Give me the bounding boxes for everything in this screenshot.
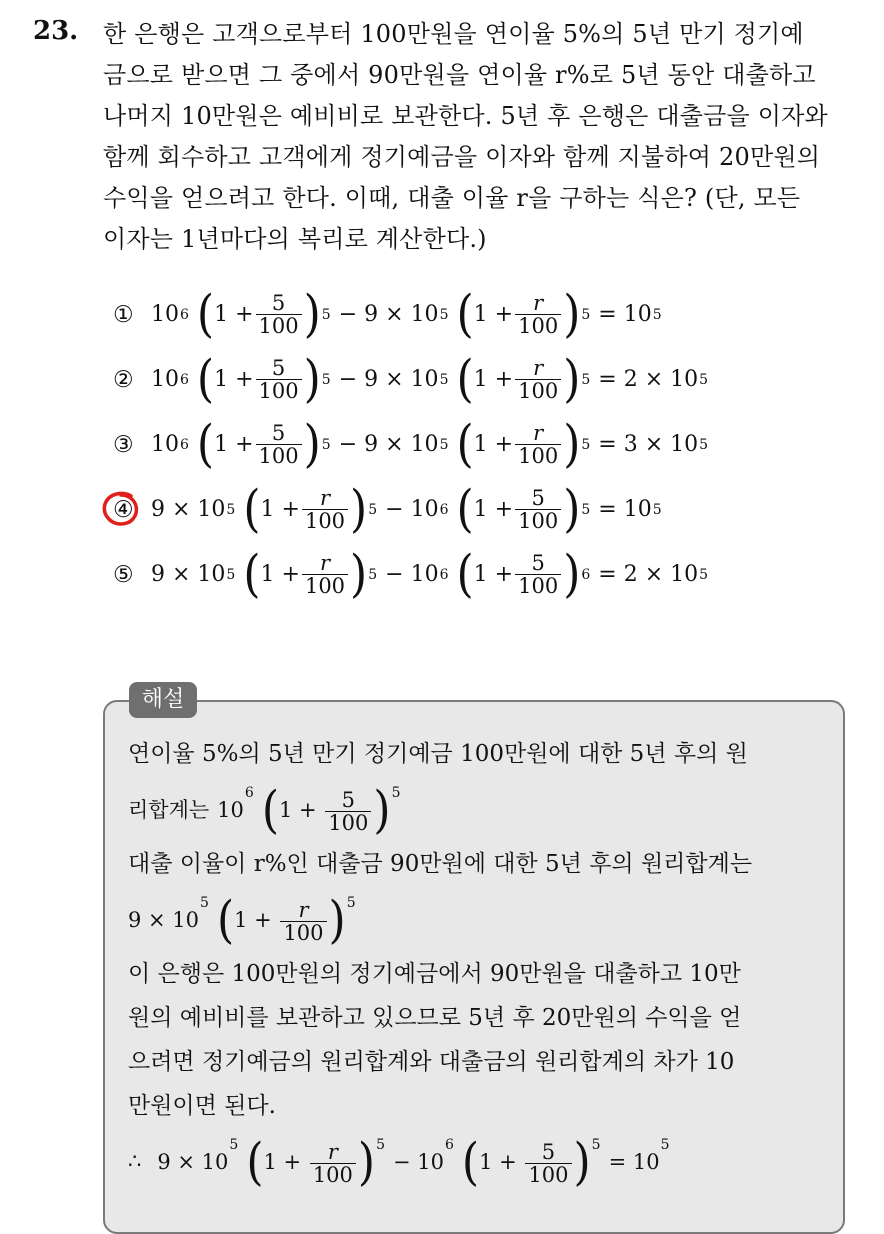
math-term: 10 — [217, 797, 244, 822]
left-paren: ( — [456, 479, 474, 539]
fraction — [280, 899, 326, 944]
explanation-line: 연이율 5%의 5년 만기 정기예금 100만원에 대한 5년 후의 원 — [128, 741, 748, 767]
exponent: 5 — [660, 1136, 670, 1153]
fraction-denominator: 100 — [515, 379, 561, 402]
exponent: 6 — [180, 436, 189, 453]
math-expr-1 — [217, 781, 401, 840]
math-term: 1 + — [473, 302, 514, 327]
math-term: 1 + — [214, 302, 254, 327]
question-line: 나머지 10만원은 예비비로 보관한다. 5년 후 은행은 대출금을 이자와 — [103, 102, 828, 130]
right-paren: ) — [303, 349, 321, 409]
exponent: 6 — [439, 501, 449, 518]
math-term: = 10 — [598, 497, 652, 522]
question-line: 함께 회수하고 고객에게 정기예금을 이자와 함께 지불하여 20만원의 — [103, 143, 821, 171]
math-term: 1 + — [473, 367, 514, 392]
math-term: 1 + — [479, 1149, 524, 1174]
explanation-line: 원의 예비비를 보관하고 있으므로 5년 후 20만원의 수익을 얻 — [128, 1005, 742, 1031]
exponent: 6 — [180, 306, 189, 323]
right-paren: ) — [328, 891, 346, 950]
exponent: 6 — [581, 566, 591, 583]
fraction-denominator: 100 — [515, 314, 561, 337]
fraction — [310, 1141, 356, 1186]
left-paren: ( — [243, 479, 261, 539]
left-paren: ( — [246, 1133, 264, 1192]
exponent: 5 — [439, 436, 449, 453]
fraction — [515, 487, 561, 532]
exponent: 5 — [581, 501, 591, 518]
math-term: 1 + — [278, 797, 324, 822]
exponent: 5 — [652, 306, 662, 323]
exponent: 6 — [439, 566, 449, 583]
left-paren: ( — [456, 284, 474, 344]
right-paren: ) — [563, 414, 581, 474]
exponent: 5 — [226, 501, 236, 518]
fraction-numerator: 5 — [541, 1139, 556, 1164]
math-term: 1 + — [260, 497, 300, 522]
fraction-numerator: 5 — [271, 356, 286, 380]
exponent: 6 — [445, 1136, 454, 1153]
fraction-numerator: 5 — [271, 291, 286, 315]
math-term: − 9 × 10 — [338, 432, 439, 457]
math-term: 10 — [151, 432, 179, 457]
right-paren: ) — [563, 479, 581, 539]
fraction-numerator: 5 — [341, 787, 356, 812]
math-term: − 10 — [385, 562, 439, 587]
therefore-symbol: ∴ — [128, 1149, 142, 1173]
question-line: 수익을 얻으려고 한다. 이때, 대출 이율 r을 구하는 식은? (단, 모든 — [103, 184, 801, 212]
math-term: 1 + — [234, 907, 279, 932]
explanation-line: 리합계는 — [128, 798, 210, 822]
math-term: 1 + — [473, 432, 514, 457]
exponent: 5 — [581, 306, 591, 323]
fraction — [325, 789, 371, 834]
explanation-line: 대출 이율이 r%인 대출금 90만원에 대한 5년 후의 원리합계는 — [128, 851, 753, 877]
question-text — [103, 14, 863, 260]
math-term: = 3 × 10 — [598, 432, 699, 457]
answer-choice[interactable] — [113, 477, 813, 542]
exponent: 5 — [346, 894, 356, 911]
right-paren: ) — [563, 349, 581, 409]
fraction-denominator: 100 — [310, 1163, 356, 1186]
fraction — [525, 1141, 571, 1186]
fraction — [515, 422, 561, 467]
math-expr-2 — [128, 891, 356, 950]
math-term: = 10 — [598, 302, 652, 327]
choice-number: ① — [113, 301, 134, 328]
exponent: 5 — [581, 371, 591, 388]
left-paren: ( — [261, 781, 279, 840]
fraction — [256, 422, 302, 467]
exponent: 5 — [321, 306, 331, 323]
math-term: 9 × 10 — [151, 562, 226, 587]
left-paren: ( — [196, 284, 215, 344]
explanation-math-row — [128, 776, 828, 842]
exponent: 5 — [226, 566, 236, 583]
math-term: 1 + — [260, 562, 300, 587]
math-term: = 10 — [608, 1149, 660, 1174]
fraction-numerator: 5 — [271, 421, 286, 445]
choice-number: ⑤ — [113, 561, 134, 588]
fraction-numerator: r — [533, 356, 544, 380]
question-line: 한 은행은 고객으로부터 100만원을 연이율 5%의 5년 만기 정기예 — [103, 20, 804, 48]
math-term: 10 — [151, 302, 179, 327]
fraction-numerator: r — [327, 1139, 338, 1164]
exponent: 5 — [699, 566, 709, 583]
fraction-denominator: 100 — [515, 444, 561, 467]
fraction — [256, 357, 302, 402]
fraction-denominator: 100 — [256, 379, 302, 402]
math-term: 9 × 10 — [157, 1149, 229, 1174]
left-paren: ( — [461, 1133, 480, 1192]
fraction-numerator: r — [533, 291, 544, 315]
explanation-line: 만원이면 된다. — [128, 1093, 276, 1119]
math-term: 1 + — [214, 432, 254, 457]
final-equation — [157, 1133, 670, 1192]
left-paren: ( — [456, 414, 474, 474]
exponent: 5 — [391, 784, 401, 801]
choice-number: ③ — [113, 431, 134, 458]
fraction-numerator: r — [319, 486, 331, 510]
explanation-tag: 해설 — [129, 682, 197, 718]
exponent: 5 — [321, 436, 331, 453]
answer-mark-circle — [101, 490, 141, 528]
answer-choice[interactable] — [113, 347, 813, 412]
right-paren: ) — [563, 544, 581, 604]
fraction-denominator: 100 — [525, 1163, 571, 1186]
fraction — [515, 292, 561, 337]
right-paren: ) — [373, 781, 391, 840]
math-term: − 9 × 10 — [338, 367, 439, 392]
math-term: 1 + — [473, 497, 514, 522]
math-term: 9 × 10 — [128, 907, 200, 932]
answer-choices — [113, 282, 813, 607]
explanation-line: 이 은행은 100만원의 정기예금에서 90만원을 대출하고 10만 — [128, 961, 741, 987]
exponent: 5 — [439, 371, 449, 388]
math-term: − 10 — [393, 1149, 444, 1174]
explanation-content — [128, 732, 828, 1194]
fraction — [302, 487, 348, 532]
fraction-denominator: 100 — [515, 574, 561, 597]
right-paren: ) — [357, 1133, 376, 1192]
math-term: = 2 × 10 — [598, 367, 699, 392]
exponent: 6 — [180, 371, 189, 388]
left-paren: ( — [196, 414, 215, 474]
exponent: 6 — [244, 784, 254, 801]
math-term: 1 + — [473, 562, 514, 587]
choice-number: ② — [113, 366, 134, 393]
right-paren: ) — [303, 414, 321, 474]
left-paren: ( — [456, 544, 474, 604]
math-term: 1 + — [263, 1149, 308, 1174]
exponent: 5 — [699, 436, 709, 453]
fraction-numerator: 5 — [531, 486, 545, 510]
right-paren: ) — [350, 479, 368, 539]
right-paren: ) — [563, 284, 581, 344]
exponent: 5 — [699, 371, 709, 388]
fraction-denominator: 100 — [515, 509, 561, 532]
answer-choice[interactable] — [113, 542, 813, 607]
fraction-denominator: 100 — [302, 509, 348, 532]
math-term: 9 × 10 — [151, 497, 226, 522]
math-term: 10 — [151, 367, 179, 392]
fraction — [256, 292, 302, 337]
left-paren: ( — [243, 544, 261, 604]
left-paren: ( — [196, 349, 215, 409]
right-paren: ) — [350, 544, 368, 604]
exponent: 5 — [376, 1136, 385, 1153]
explanation-math-row — [128, 886, 828, 952]
fraction-denominator: 100 — [280, 921, 326, 944]
explanation-line: 으려면 정기예금의 원리합계와 대출금의 원리합계의 차가 10 — [128, 1049, 735, 1075]
exponent: 5 — [581, 436, 591, 453]
fraction — [302, 552, 348, 597]
fraction-numerator: 5 — [531, 551, 545, 575]
fraction — [515, 552, 561, 597]
question-number: 23. — [33, 16, 79, 46]
exponent: 5 — [368, 501, 378, 518]
fraction-denominator: 100 — [256, 314, 302, 337]
exponent: 5 — [368, 566, 378, 583]
question-line: 이자는 1년마다의 복리로 계산한다.) — [103, 225, 487, 253]
fraction — [515, 357, 561, 402]
fraction-numerator: r — [298, 897, 309, 922]
explanation-math-row — [128, 1128, 828, 1194]
right-paren: ) — [303, 284, 321, 344]
fraction-denominator: 100 — [256, 444, 302, 467]
math-term: = 2 × 10 — [598, 562, 699, 587]
exponent: 5 — [591, 1136, 601, 1153]
math-term: − 9 × 10 — [338, 302, 439, 327]
exponent: 5 — [439, 306, 449, 323]
question-line: 금으로 받으면 그 중에서 90만원을 연이율 r%로 5년 동안 대출하고 — [103, 61, 816, 89]
fraction-denominator: 100 — [302, 574, 348, 597]
answer-choice[interactable] — [113, 412, 813, 477]
answer-choice[interactable] — [113, 282, 813, 347]
fraction-numerator: r — [319, 551, 331, 575]
exponent: 5 — [652, 501, 662, 518]
left-paren: ( — [216, 891, 235, 950]
math-term: − 10 — [385, 497, 439, 522]
fraction-numerator: r — [533, 421, 544, 445]
left-paren: ( — [456, 349, 474, 409]
right-paren: ) — [573, 1133, 591, 1192]
math-term: 1 + — [214, 367, 254, 392]
exponent: 5 — [229, 1136, 239, 1153]
exponent: 5 — [200, 894, 209, 911]
fraction-denominator: 100 — [325, 811, 371, 834]
choice-number: ④ — [113, 496, 134, 523]
exponent: 5 — [321, 371, 331, 388]
